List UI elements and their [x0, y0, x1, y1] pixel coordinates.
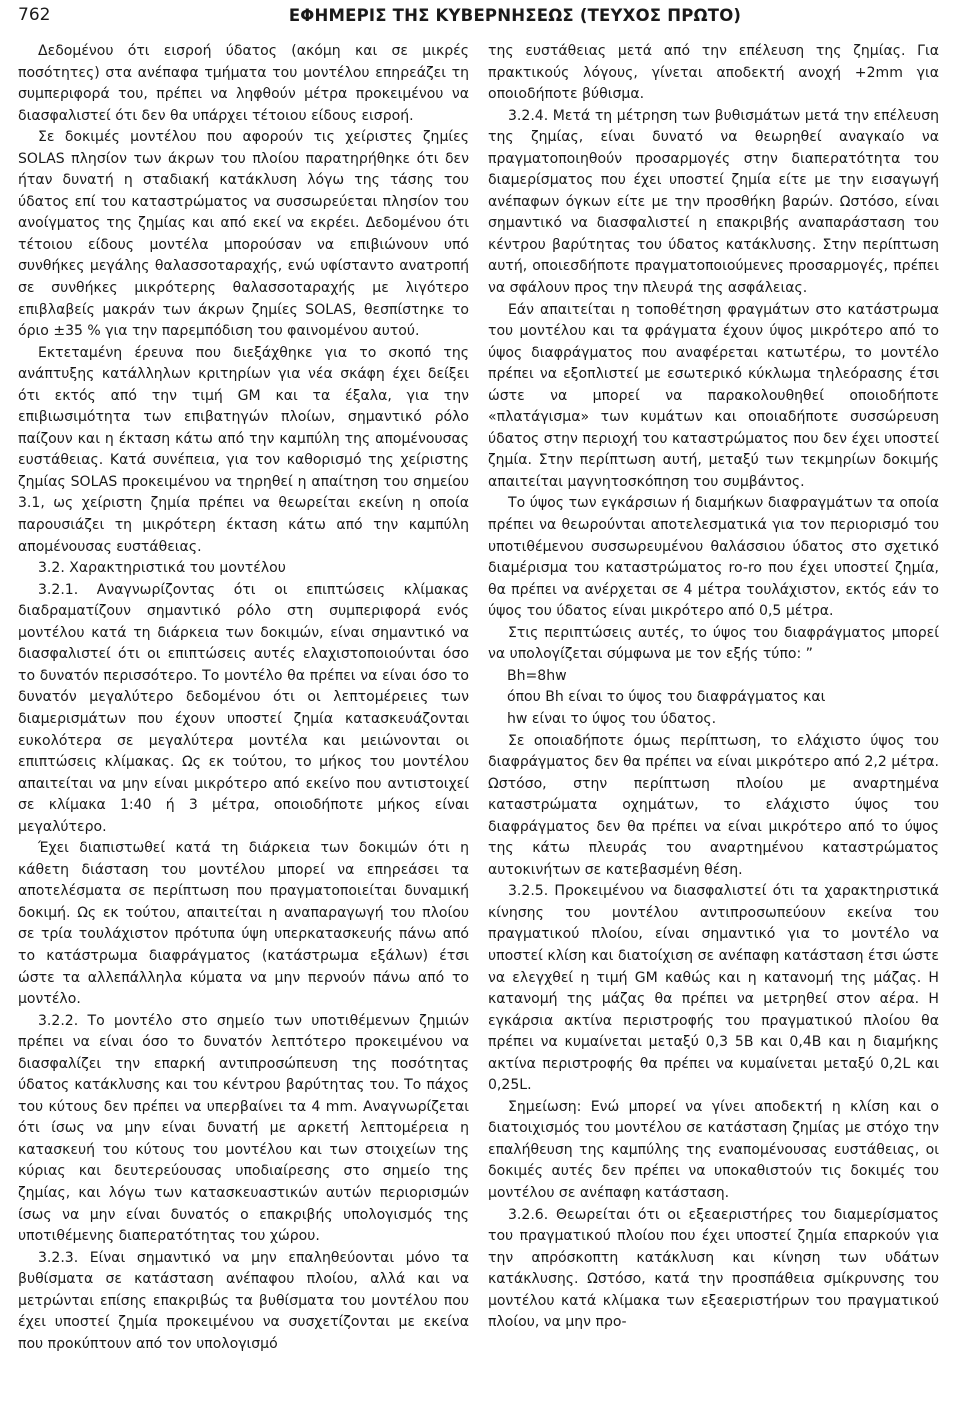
- page-number: 762: [18, 5, 51, 25]
- formula-definition: όπου Bh είναι το ύψος του διαφράγματος και: [507, 689, 826, 706]
- page-header: [18, 0, 942, 30]
- formula-definition: hw είναι το ύψος του ύδατος.: [507, 710, 717, 727]
- paragraph: Εάν απαιτείται η τοποθέτηση φραγμάτων στο κατάστρωμα του μοντέλου και τα φράγματα έχουν ύψος μικρότερο από το ύψος διαφράγματος που αναφέρεται κατωτέρω, το μοντέλο πρέπει να εξοπλιστεί με εσωτερικό κύκλωμα τηλεόρασης έτσι ώστε να μπορεί να παρακολουθηθεί οποιοδήποτε «πλατάγισμα» των κυμάτων και οποιαδήποτε συσσώρευση ύδατος στην περιοχή του καταστρώματος που δεν έχει υποστεί ζημία. Στην περίπτωση αυτή, μεταξύ των τεκμηρίων δοκιμής απαιτείται μαγνητοσκόπηση του συμβάντος.: [488, 301, 939, 490]
- paragraph: 3.2.6. Θεωρείται ότι οι εξεαεριστήρες του διαμερίσματος του πραγματικού πλοίου που έχει υποστεί ζημία επαρκούν για την απρόσκοπτη κατάκλυση και κίνηση των υδάτων κατάκλυσης. Ωστόσο, κατά την προσπάθεια σμίκρυνσης του μοντέλου κατά κλίμακα των εξεαεριστήρων του πραγματικού πλοίου, να μην προ-: [488, 1206, 939, 1331]
- paragraph: 3.2.3. Είναι σημαντικό να μην επαληθεύονται μόνο τα βυθίσματα σε κατάσταση ανέπαφου πλοίου, αλλά και να μετρώνται επίσης επακριβώς τα βυθίσματα του μοντέλου που έχει υποστεί ζημία προκειμένου να συσχετίζονται με εκείνα που προκύπτουν από τον υπολογισμό: [18, 1249, 469, 1352]
- paragraph: Δεδομένου ότι εισροή ύδατος (ακόμη και σε μικρές ποσότητες) στα ανέπαφα τμήματα του μοντέλου επηρεάζει τη συμπεριφορά του, πρέπει να ληφθούν μέτρα προκειμένου να διασφαλιστεί ότι δεν θα υπάρχει τέτοιου είδους εισροή.: [18, 43, 469, 124]
- paragraph: Έχει διαπιστωθεί κατά τη διάρκεια των δοκιμών ότι η κάθετη διάσταση του μοντέλου μπορεί να επηρεάσει τα αποτελέσματα σε περίπτωση που πραγματοποιείται δυναμική δοκιμή. Ως εκ τούτου, απαιτείται η αναπαραγωγή του πλοίου σε τρία τουλάχιστον πρότυπα ύψη υπερκατασκευής πάνω από το κατάστρωμα διαφράγματος (κατάστρωμα εξάλων) έτσι ώστε τα αλλεπάλληλα κύματα να μην περνούν πάνω από το μοντέλο.: [18, 840, 469, 1008]
- formula: Bh=8hw: [507, 667, 567, 684]
- section-heading: 3.2. Χαρακτηριστικά του μοντέλου: [38, 560, 286, 577]
- left-column: [18, 41, 469, 1355]
- paragraph: της ευστάθειας μετά από την επέλευση της ζημίας. Για πρακτικούς λόγους, γίνεται αποδεκτή ανοχή +2mm για οποιοδήποτε βύθισμα.: [488, 43, 939, 103]
- paragraph: Σε δοκιμές μοντέλου που αφορούν τις χείριστες ζημίες SOLAS πλησίον των άκρων του πλοίου παρατηρήθηκε ότι δεν ήταν δυνατή η σταδιακή κατάκλυση λόγω της τάσης του ύδατος επί του καταστρώματος να συσσωρεύεται πλησίον του ανοίγματος της ζημίας και από εκεί να εκρέει. Δεδομένου ότι τέτοιου είδους μοντέλα μπορούσαν να επιβιώνουν υπό συνθήκες μεγάλης θαλασσοταραχής, ενώ υφίσταντο ανατροπή σε συνθήκες μικρότερης θαλασσοταραχής με λιγότερο επιβλαβείς μακράν των άκρων ζημίες SOLAS, θεσπίστηκε το όριο ±35 % για την παρεμπόδιση του φαινομένου αυτού.: [18, 129, 469, 340]
- paragraph: Στις περιπτώσεις αυτές, το ύψος του διαφράγματος μπορεί να υπολογίζεται σύμφωνα με τον εξής τύπο: ”: [488, 624, 939, 663]
- paragraph: Εκτεταμένη έρευνα που διεξάχθηκε για το σκοπό της ανάπτυξης κατάλληλων κριτηρίων για νέα σκάφη έχει δείξει ότι εκτός από την τιμή GM και τα έξαλα, για την επιβιωσιμότητα των επιβατηγών πλοίων, σημαντικό ρόλο παίζουν και η έκταση κάτω από την καμπύλη της απομένουσας ευστάθειας. Κατά συνέπεια, για τον καθορισμό της χείριστης ζημίας SOLAS προκειμένου να τηρηθεί η απαίτηση του σημείου 3.1, ως χείριστη ζημία πρέπει να θεωρείται εκείνη η οποία παρουσιάζει τη μικρότερη έκταση κάτω από την καμπύλη απομένουσας ευστάθειας.: [18, 344, 469, 555]
- paragraph: 3.2.5. Προκειμένου να διασφαλιστεί ότι τα χαρακτηριστικά κίνησης του μοντέλου αντιπροσωπεύουν εκείνα του πραγματικού πλοίου, είναι σημαντικό για το μοντέλο να υποστεί κλίση και διατοίχιση σε ανέπαφη κατάσταση έτσι ώστε να ελεγχθεί η τιμή GM καθώς και η κατανομή της μάζας. Η κατανομή της μάζας θα πρέπει να μετρηθεί στον αέρα. Η εγκάρσια ακτίνα περιστροφής του πραγματικού πλοίου θα πρέπει να κυμαίνεται μεταξύ 0,3 5B και 0,4B και η διαμήκης ακτίνα περιστροφής θα πρέπει να κυμαίνεται μεταξύ 0,2L και 0,25L.: [488, 883, 939, 1094]
- right-column: [488, 41, 939, 1355]
- text-columns: [18, 41, 942, 1355]
- note-paragraph: Σημείωση: Ενώ μπορεί να γίνει αποδεκτή η κλίση και ο διατοιχισμός του μοντέλου σε κατάσταση ζημίας με στόχο την επαλήθευση της καμπύλης της εναπομένουσας ευστάθειας, οι δοκιμές αυτές δεν πρέπει να υποκαθιστούν τις δοκιμές του μοντέλου σε ανέπαφη κατάσταση.: [488, 1098, 939, 1201]
- paragraph: 3.2.2. Το μοντέλο στο σημείο των υποτιθέμενων ζημιών πρέπει να είναι όσο το δυνατόν λεπτότερο προκειμένου να διασφαλίζει την επαρκή αντιπροσώπευση της ποσότητας ύδατος κατάκλυσης και του κέντρου βαρύτητας του. Το πάχος του κύτους δεν πρέπει να υπερβαίνει τα 4 mm. Αναγνωρίζεται ότι ίσως να μην είναι δυνατή με αρκετή λεπτομέρεια η κατασκευή του κύτους του μοντέλου και των στοιχείων της κύριας και δευτερεύουσας υποδιαίρεσης στο σημείο της ζημίας, και λόγω των κατασκευαστικών αυτών περιορισμών ίσως να μην είναι δυνατός ο επακριβής υπολογισμός της υποτιθέμενης διαπερατότητας του χώρου.: [18, 1012, 469, 1245]
- paragraph: 3.2.4. Μετά τη μέτρηση των βυθισμάτων μετά την επέλευση της ζημίας, είναι δυνατό να θεωρηθεί αναγκαίο να πραγματοποιηθούν προσαρμογές στην διαπερατότητα του διαμερίσματος που έχει υποστεί ζημία είτε με την εισαγωγή ανέπαφων όγκων είτε με την προσθήκη βαρών. Ωστόσο, είναι σημαντικό να διασφαλιστεί η επακριβής αναπαράσταση του κέντρου βαρύτητας του ύδατος κατάκλυσης. Στην περίπτωση αυτή, οποιεσδήποτε πραγματοποιούμενες προσαρμογές, πρέπει να σφάλουν προς την πλευρά της ασφάλειας.: [488, 107, 939, 297]
- paragraph: Σε οποιαδήποτε όμως περίπτωση, το ελάχιστο ύψος του διαφράγματος δεν θα πρέπει να είναι μικρότερο από 2,2 μέτρα. Ωστόσο, στην περίπτωση πλοίου με αναρτημένα καταστρώματα οχημάτων, το ελάχιστο ύψος του διαφράγματος δεν θα πρέπει να είναι μικρότερο από το ύψος της κάτω πλευράς του αναρτημένου καταστρώματος αυτοκινήτων σε κατεβασμένη θέση.: [488, 732, 939, 878]
- paragraph: Το ύψος των εγκάρσιων ή διαμήκων διαφραγμάτων τα οποία πρέπει να θεωρούνται αποτελεσματικά για τον περιορισμό του υποτιθέμενου συσσωρευμένου θαλάσσιου ύδατος στο σχετικό διαμέρισμα του καταστρώματος ro-ro που έχει υποστεί ζημία, θα πρέπει να ανέρχεται σε 4 μέτρα τουλάχιστον, εκτός εάν το ύψος του ύδατος είναι μικρότερο από 0,5 μέτρα.: [488, 495, 939, 620]
- paragraph: 3.2.1. Αναγνωρίζοντας ότι οι επιπτώσεις κλίμακας διαδραματίζουν σημαντικό ρόλο στη συμπεριφορά ενός μοντέλου κατά τη διάρκεια των δοκιμών, είναι σημαντικό να διασφαλιστεί ότι οι επιπτώσεις αυτές ελαχιστοποιούνται όσο το δυνατόν περισσότερο. Το μοντέλο θα πρέπει να είναι όσο το δυνατόν μεγαλύτερο δεδομένου ότι οι λεπτομέρειες των διαμερισμάτων που έχουν υποστεί ζημία κατασκευάζονται ευκολότερα σε μεγαλύτερα μοντέλα και μειώνονται οι επιπτώσεις κλίμακας. Ως εκ τούτου, το μήκος του μοντέλου απαιτείται να μην είναι μικρότερο από εκείνο που αντιστοιχεί σε κλίμακα 1:40 ή 3 μέτρα, οποιοδήποτε μήκος είναι μεγαλύτερο.: [18, 581, 469, 835]
- gazette-title: ΕΦΗΜΕΡΙΣ ΤΗΣ ΚΥΒΕΡΝΗΣΕΩΣ (ΤΕΥΧΟΣ ΠΡΩΤΟ): [288, 5, 742, 25]
